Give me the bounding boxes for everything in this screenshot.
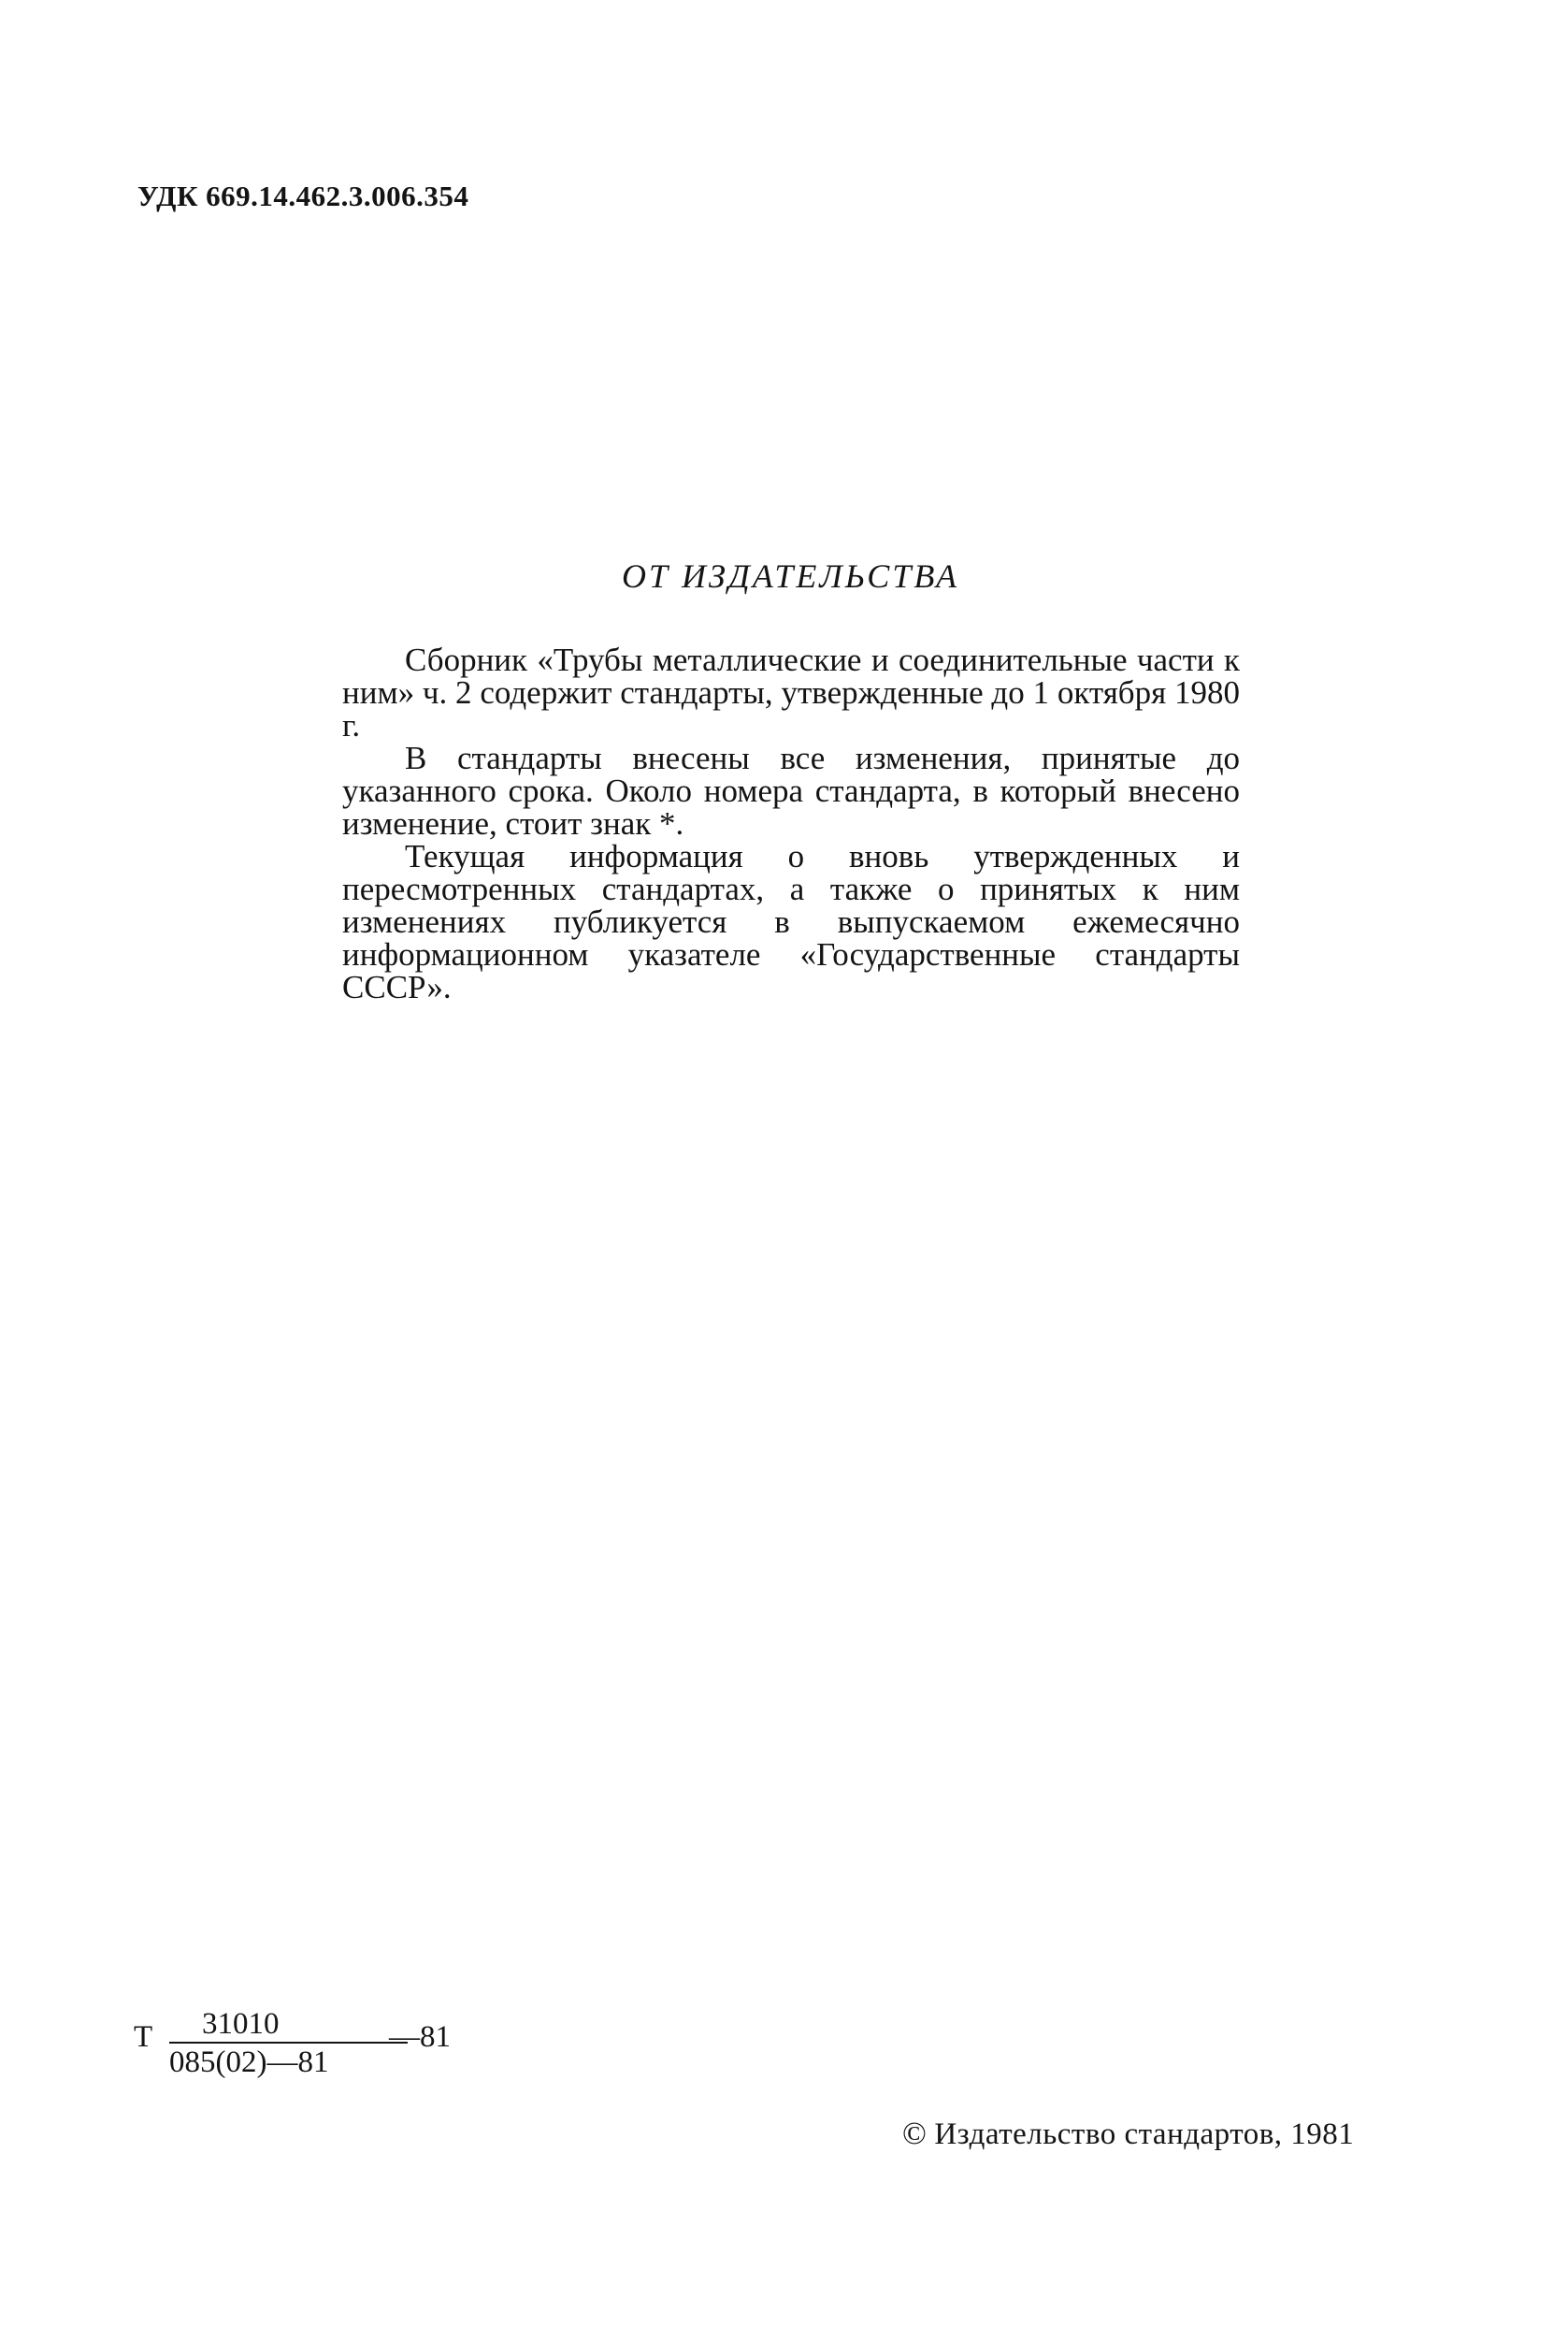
paragraph: Сборник «Трубы металлические и соединительные части к ним» ч. 2 содержит стандарты, утвержденные до 1 октября 1980 г. [342,642,1240,744]
catalog-numerator: 31010 [169,2006,408,2044]
catalog-index [134,2006,470,2081]
catalog-letter: Т [134,2020,153,2054]
udc-code: УДК 669.14.462.3.006.354 [137,180,469,212]
publisher-note [342,643,1240,1004]
copyright-icon: © [902,2117,928,2151]
copyright-line [902,2117,1354,2152]
copyright-text: Издательство стандартов, 1981 [934,2117,1355,2151]
catalog-fraction [169,2006,338,2081]
catalog-denominator: 085(02)—81 [169,2045,329,2079]
catalog-suffix: —81 [389,2020,451,2054]
section-title: ОТ ИЗДАТЕЛЬСТВА [622,557,959,595]
paragraph: В стандарты внесены все изменения, принятые до указанного срока. Около номера стандарта, в который внесено изменение, стоит знак *. [342,740,1240,842]
paragraph: Текущая информация о вновь утвержденных и пересмотренных стандартах, а также о принятых к ним изменениях публикуется в выпускаемом ежемесячно информационном указателе «Государственные стандарты СССР». [342,838,1240,1005]
